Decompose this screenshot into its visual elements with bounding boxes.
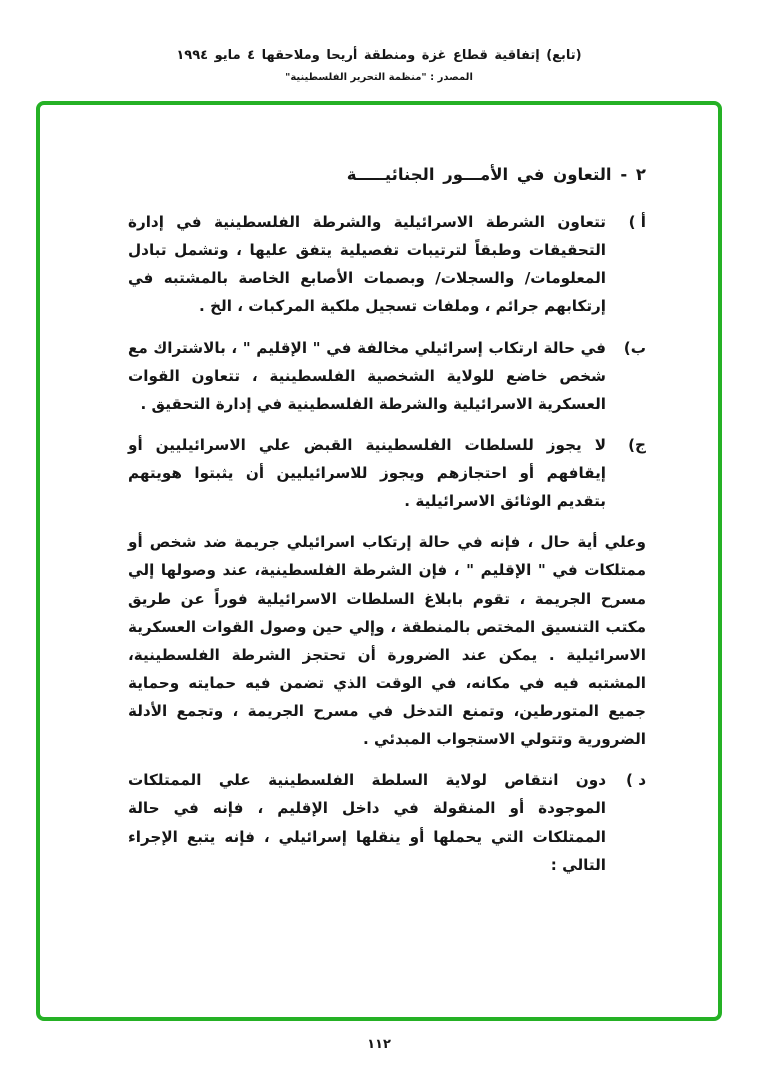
content-frame <box>36 101 722 1021</box>
document-header-title: (تابع) إتفاقية قطاع غزة ومنطقة أريحا وملاحقها ٤ مايو ١٩٩٤ <box>176 48 582 63</box>
paragraph-continuation <box>128 528 646 753</box>
paragraph-c <box>128 431 646 515</box>
paragraph-a-label: أ ) <box>628 213 646 231</box>
paragraph-b-label: ب) <box>623 338 646 357</box>
page-header <box>0 48 758 83</box>
paragraph-continuation-text: وعلي أية حال ، فإنه في حالة إرتكاب اسرائيلي جريمة ضد شخص أو ممتلكات في " الإقليم " ، فإن الشرطة الفلسطينية، عند وصولها إلي مسرح الجريمة ، تقوم بابلاغ السلطات الاسرائيلية فوراً عن طريق مكتب التنسيق المختص بالمنطقة ، وإلي حين وصول القوات العسكرية الاسرائيلية . يمكن عند الضرورة أن تحتجز الشرطة الفلسطينية، المشتبه فيه في مكانه، في الوقت الذي تضمن فيه حمايته وحماية جميع المتورطين، وتمنع التدخل في مسرح الجريمة ، وتجمع الأدلة الضرورية وتتولي الاستجواب المبدئي . <box>128 533 646 749</box>
paragraph-c-label: ج) <box>628 435 646 454</box>
paragraph-c-text: لا يجوز للسلطات الفلسطينية القبض علي الاسرائيليين أو إيقافهم أو احتجازهم ويجوز للاسرائيليين أن يثبتوا هويتهم بتقديم الوثائق الاسرائيلية . <box>128 435 606 511</box>
paragraph-b <box>128 334 646 418</box>
paragraph-d-text: دون انتقاص لولاية السلطة الفلسطينية علي الممتلكات الموجودة أو المنقولة في داخل الإقليم ، فإنه في حالة الممتلكات التي يحملها أو ينقلها إسرائيلي ، فإنه يتبع الإجراء التالي : <box>128 771 606 874</box>
paragraph-a-text: تتعاون الشرطة الاسرائيلية والشرطة الفلسطينية في إدارة التحقيقات وطبقاً لترتيبات تفصيلية يتفق عليها ، وتشمل تبادل المعلومات/ والسجلات/ وبصمات الأصابع الخاصة بالمشتبه في إرتكابهم جرائم ، وملفات تسجيل ملكية المركبات ، الخ . <box>128 213 606 316</box>
paragraph-d <box>128 766 646 879</box>
page-footer <box>0 1037 758 1052</box>
paragraph-b-text: في حالة ارتكاب إسرائيلي مخالفة في " الإقليم " ، بالاشتراك مع شخص خاضع للولاية الشخصية الفلسطينية ، تتعاون القوات العسكرية الاسرائيلية والشرطة الفلسطينية في إدارة التحقيق . <box>128 338 606 413</box>
section-title: ٢ - التعاون في الأمـــور الجنائيـــــة <box>346 165 646 184</box>
page-number: ١١٢ <box>367 1037 391 1052</box>
document-source-line: المصدر : "منظمة التحرير الفلسطينية" <box>285 72 473 83</box>
paragraph-d-label: د ) <box>625 771 646 790</box>
paragraph-a <box>128 208 646 321</box>
